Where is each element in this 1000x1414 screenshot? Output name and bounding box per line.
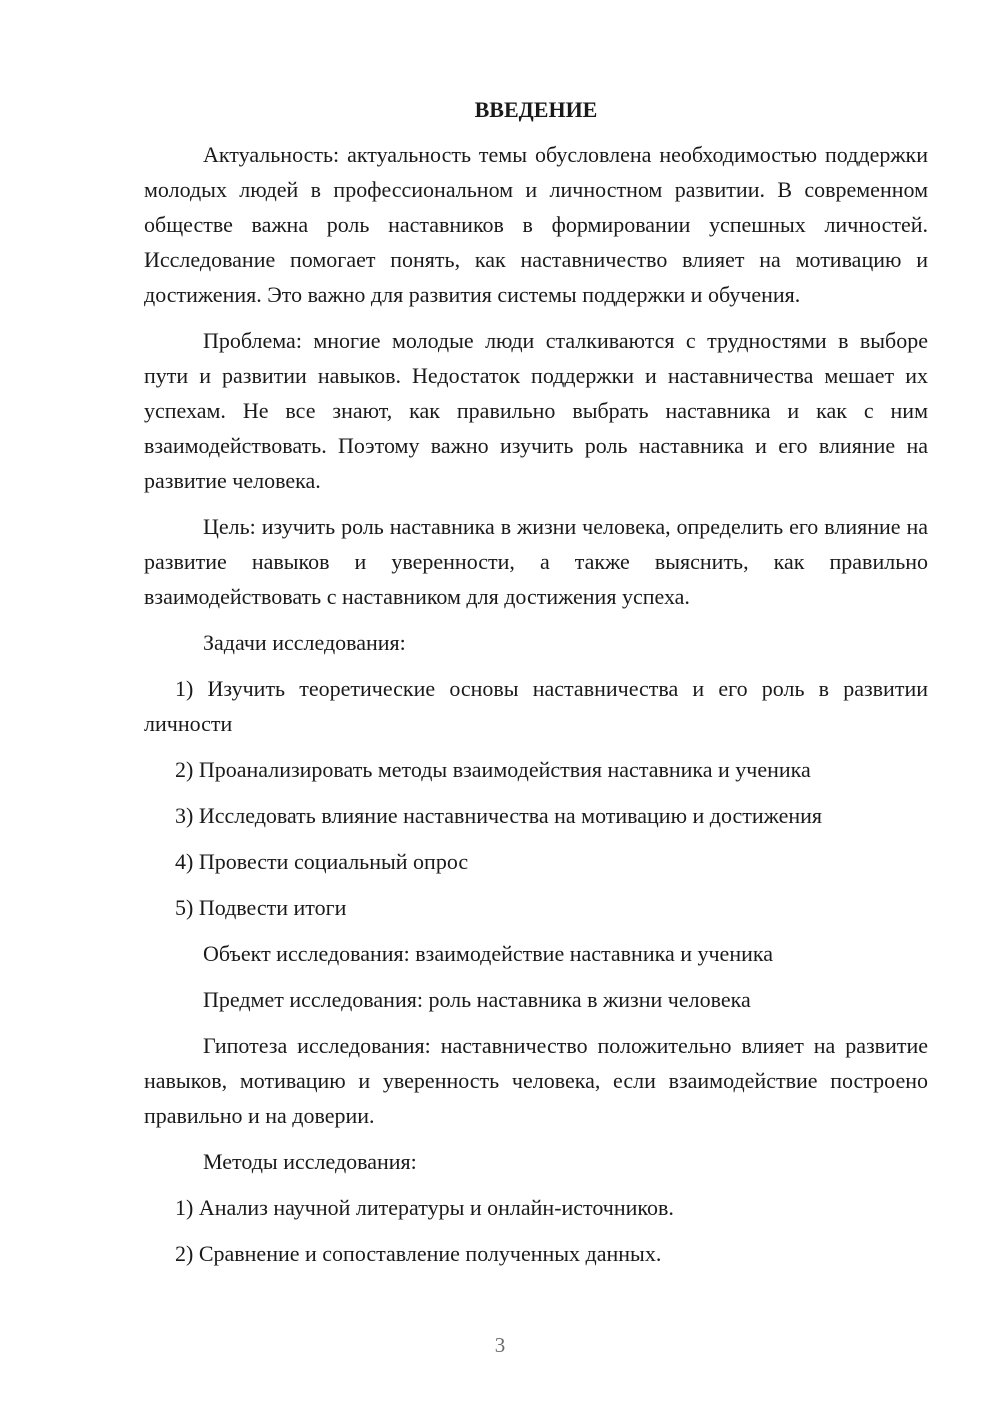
task-item-3: 3) Исследовать влияние наставничества на мотивацию и достижения — [175, 803, 823, 828]
method-item-1: 1) Анализ научной литературы и онлайн-источников. — [175, 1195, 674, 1220]
paragraph-problem: Проблема: многие молодые люди сталкиваются с трудностями в выборе пути и развитии навыков. Недостаток поддержки и наставничества мешает их успехам. Не все знают, как правильно выбрать наставника и как с ним взаимодействовать. Поэтому важно изучить роль наставника и его влияние на развитие человека. — [144, 328, 928, 493]
task-item-1: 1) Изучить теоретические основы наставничества и его роль в развитии личности — [144, 676, 928, 736]
task-item-5: 5) Подвести итоги — [175, 895, 347, 920]
paragraph-methods-heading: Методы исследования: — [203, 1149, 417, 1174]
paragraph-subject: Предмет исследования: роль наставника в жизни человека — [203, 987, 751, 1012]
paragraph-goal: Цель: изучить роль наставника в жизни человека, определить его влияние на развитие навыков и уверенности, а также выяснить, как правильно взаимодействовать с наставником для достижения успеха. — [144, 514, 928, 609]
page-number: 3 — [494, 1333, 506, 1357]
section-heading: ВВЕДЕНИЕ — [474, 97, 598, 122]
method-item-2: 2) Сравнение и сопоставление полученных данных. — [175, 1241, 662, 1266]
paragraph-tasks-heading: Задачи исследования: — [203, 630, 406, 655]
task-item-2: 2) Проанализировать методы взаимодействия наставника и ученика — [175, 757, 811, 782]
paragraph-object: Объект исследования: взаимодействие наставника и ученика — [203, 941, 773, 966]
task-item-4: 4) Провести социальный опрос — [175, 849, 469, 874]
page-content — [144, 92, 928, 1282]
paragraph-relevance: Актуальность: актуальность темы обусловлена необходимостью поддержки молодых людей в профессиональном и личностном развитии. В современном обществе важна роль наставников в формировании успешных личностей. Исследование помогает понять, как наставничество влияет на мотивацию и достижения. Это важно для развития системы поддержки и обучения. — [144, 142, 928, 307]
paragraph-hypothesis: Гипотеза исследования: наставничество положительно влияет на развитие навыков, мотивацию и уверенность человека, если взаимодействие построено правильно и на доверии. — [144, 1033, 928, 1128]
